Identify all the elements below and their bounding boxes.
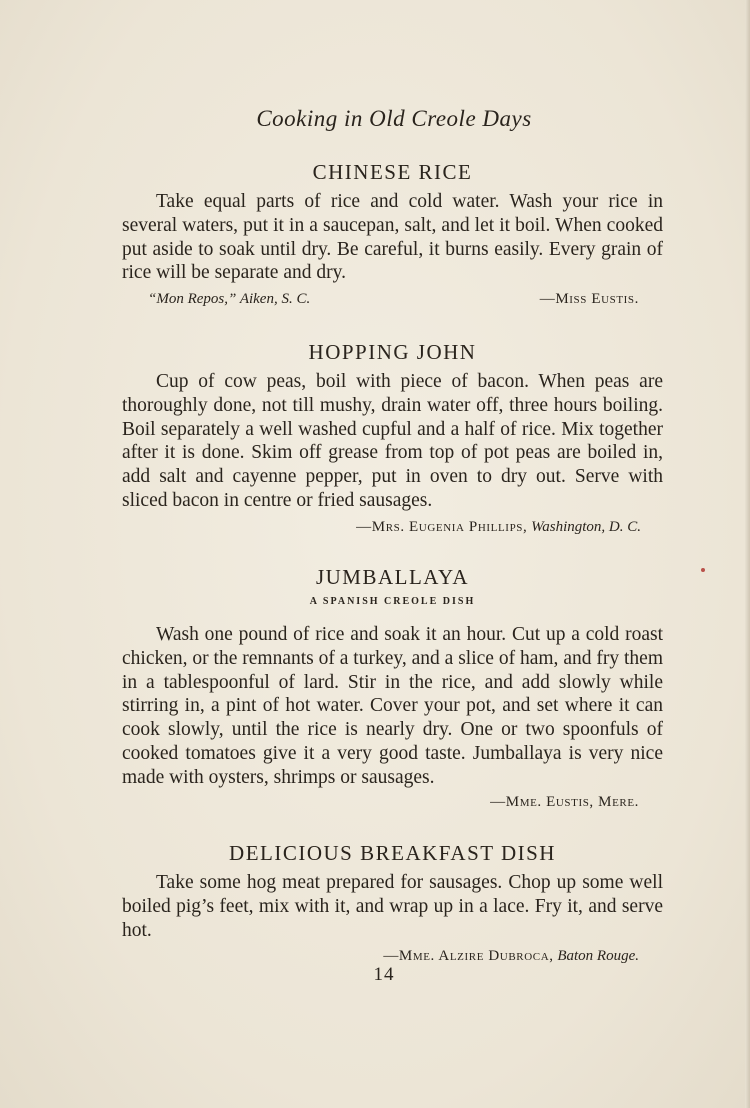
recipe-text: Wash one pound of rice and soak it an hour. Cut up a cold roast chicken, or the remnants of a turkey, and a slice of ham, and fry them in a tablespoonful of lard. Stir in the rice, and add slowly while stirring in, a pint of hot water. Cover your pot, and set where it can cook slowly, until the rice is nearly dry. One or two spoonfuls of cooked tomatoes give it a very good taste. Jumballaya is very nice made with oysters, shrimps or sausages. bbox=[122, 624, 663, 788]
recipe-title: DELICIOUS BREAKFAST DISH bbox=[229, 841, 556, 865]
recipe-body bbox=[122, 871, 663, 942]
attribution-name: —Mme. Alzire Dubroca, bbox=[383, 948, 554, 965]
recipe-subtitle: A SPANISH CREOLE DISH bbox=[309, 596, 476, 607]
recipe-chinese-rice bbox=[122, 158, 663, 309]
recipe-body bbox=[122, 190, 663, 285]
attribution-place: Washington, D. C. bbox=[531, 518, 641, 535]
attribution-name: —Mrs. Eugenia Phillips, bbox=[356, 518, 528, 535]
running-header: Cooking in Old Creole Days bbox=[256, 106, 532, 131]
paper-speck bbox=[701, 568, 705, 572]
attribution-name: —Miss Eustis. bbox=[539, 291, 639, 308]
recipe-hopping-john bbox=[122, 338, 663, 537]
attribution-name: —Mme. Eustis, Mere. bbox=[490, 793, 639, 810]
recipe-attribution bbox=[122, 517, 663, 537]
recipe-title: CHINESE RICE bbox=[312, 160, 473, 184]
recipe-text: Take some hog meat prepared for sausages. Chop up some well boiled pig’s feet, mix with it, and wrap up in a lace. Fry it, and serve hot. bbox=[122, 872, 663, 941]
recipe-text: Take equal parts of rice and cold water. Wash your rice in several waters, put it in a saucepan, salt, and let it boil. When cooked put aside to soak until dry. Be careful, it burns easily. Every grain of rice will be separate and dry. bbox=[122, 191, 663, 284]
page-edge bbox=[745, 0, 750, 1108]
recipe-attribution bbox=[122, 792, 663, 812]
recipe-attribution bbox=[122, 289, 663, 309]
recipe-breakfast-dish bbox=[122, 839, 663, 966]
page-number: 14 bbox=[373, 964, 395, 985]
recipe-text: Cup of cow peas, boil with piece of bacon. When peas are thoroughly done, not till mushy, drain water off, three hours boiling. Boil separately a well washed cupful and a half of rice. Mix together after it is done. Skim off grease from top of pot peas are boiled in, add salt and cayenne pepper, put in oven to dry out. Serve with sliced bacon in centre or fried sausages. bbox=[122, 371, 663, 511]
recipe-body bbox=[122, 623, 663, 790]
attribution-place: Baton Rouge. bbox=[557, 948, 639, 965]
recipe-body bbox=[122, 370, 663, 513]
recipe-jumballaya bbox=[122, 563, 663, 812]
recipe-title: JUMBALLAYA bbox=[315, 565, 470, 589]
recipe-title: HOPPING JOHN bbox=[308, 340, 477, 364]
attribution-place: “Mon Repos,” Aiken, S. C. bbox=[148, 291, 311, 308]
